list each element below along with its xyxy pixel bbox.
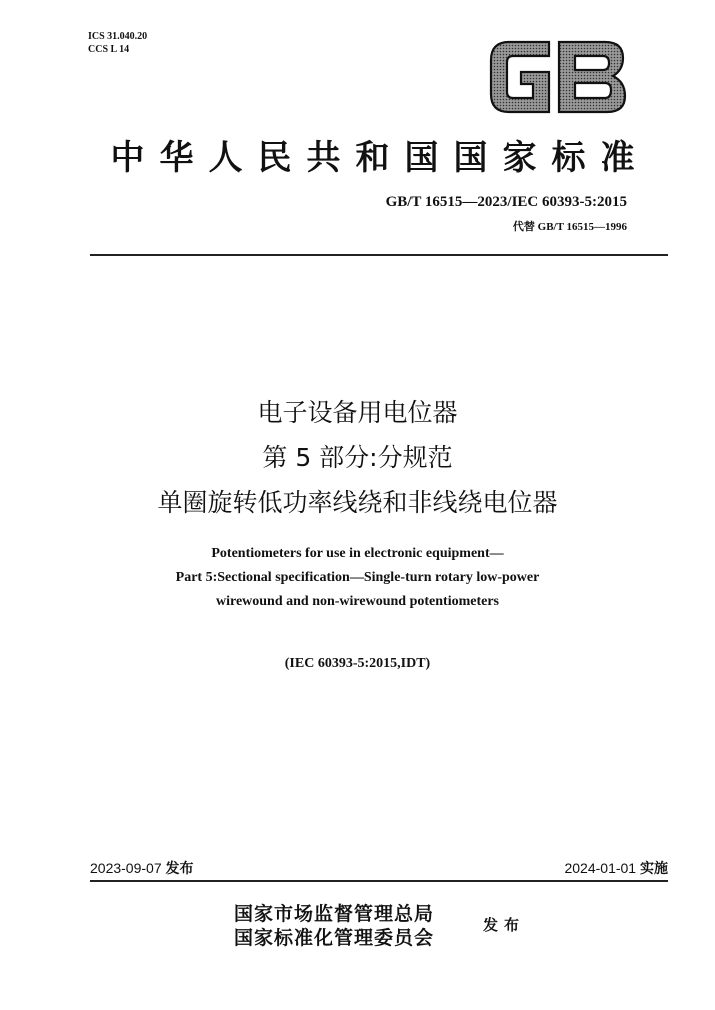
title-zh-line1: 电子设备用电位器 xyxy=(257,398,458,427)
title-en-line1: Potentiometers for use in electronic equipment— xyxy=(211,546,504,561)
standard-number xyxy=(386,194,627,211)
issue-date xyxy=(90,858,194,878)
header-divider xyxy=(90,254,668,256)
replaces-standard: 代替 GB/T 16515—1996 xyxy=(512,221,627,233)
ccs-code: CCS L 14 xyxy=(88,44,130,55)
classification-codes xyxy=(88,30,147,56)
standard-number-text: GB/T 16515—2023/IEC 60393-5:2015 xyxy=(385,194,627,210)
title-en-line2: Part 5:Sectional specification—Single-turn rotary low-power xyxy=(175,570,540,585)
title-zh-line3: 单圈旋转低功率线绕和非线绕电位器 xyxy=(157,488,558,517)
title-en xyxy=(60,542,655,614)
issue-date-label: 发布 xyxy=(165,861,194,877)
gb-logo xyxy=(487,38,629,116)
idt-note: (IEC 60393-5:2015,IDT) xyxy=(284,656,431,671)
issuing-authorities xyxy=(234,902,434,950)
impl-date-label: 实施 xyxy=(640,861,668,877)
title-en-line3: wirewound and non-wirewound potentiometers xyxy=(215,594,499,609)
ics-code: ICS 31.040.20 xyxy=(88,31,148,42)
publish-label: 发布 xyxy=(483,916,526,934)
implementation-date xyxy=(564,858,668,878)
issue-date-value: 2023-09-07 xyxy=(90,860,162,876)
logo-text: GB xyxy=(487,38,489,39)
issuer-line2: 国家标准化管理委员会 xyxy=(234,927,435,949)
impl-date-value: 2024-01-01 xyxy=(564,860,637,876)
title-zh-line2: 第 5 部分:分规范 xyxy=(262,443,453,472)
issuer-line1: 国家市场监督管理总局 xyxy=(234,903,435,925)
org-title: 中华人民共和国国家标准 xyxy=(110,138,650,178)
footer-divider xyxy=(90,880,668,882)
